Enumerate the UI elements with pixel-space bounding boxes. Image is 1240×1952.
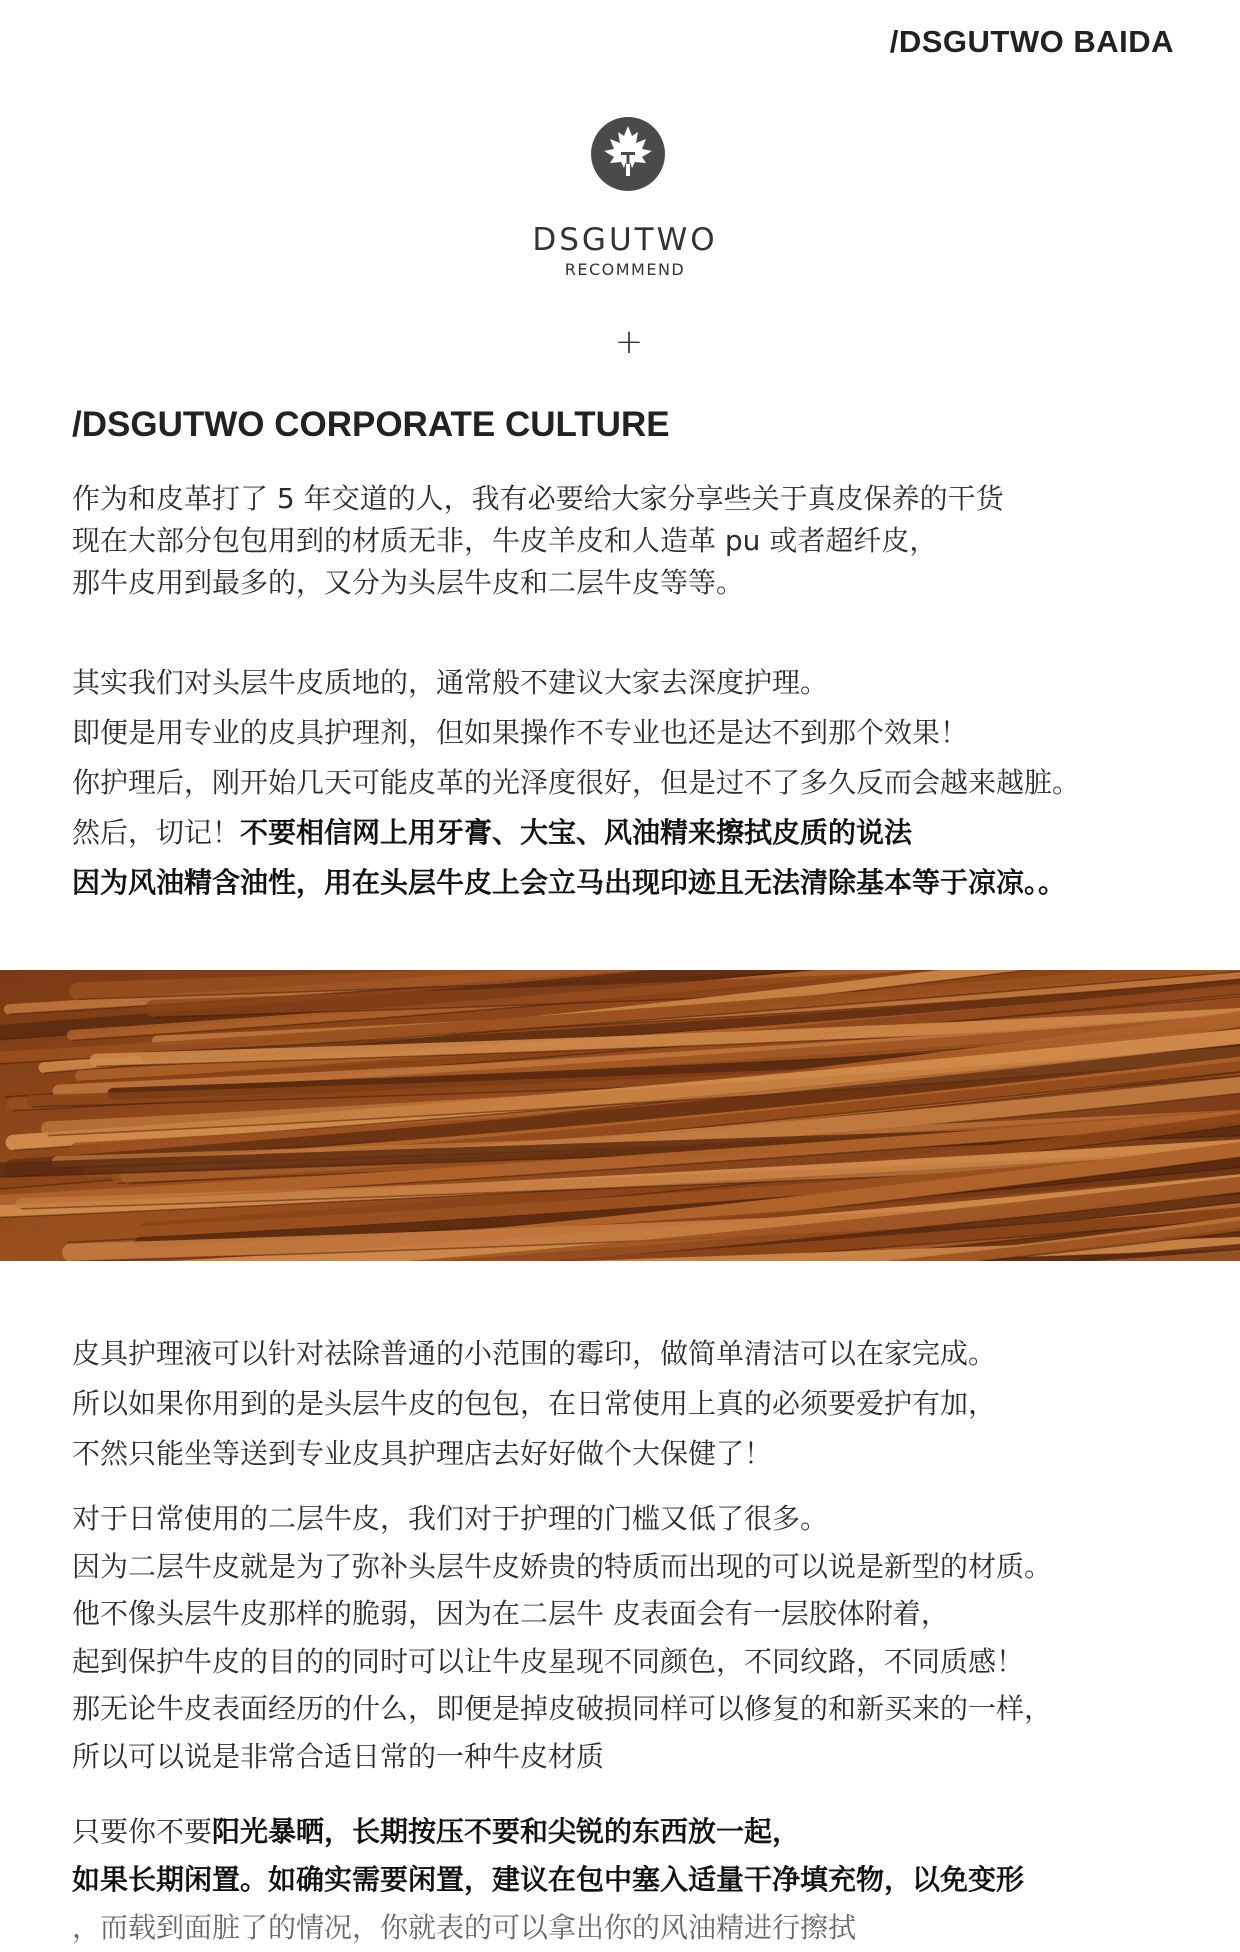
brand-subtitle: RECOMMEND bbox=[564, 260, 686, 279]
text-line-warning bbox=[72, 858, 1202, 908]
paragraph-split-leather bbox=[72, 1495, 1202, 1780]
text-line: 不然只能坐等送到专业皮具护理店去好好做个大保健了！ bbox=[72, 1437, 773, 1470]
maple-leaf-emblem-icon bbox=[590, 116, 666, 192]
text-line: 现在大部分包包用到的材质无非，牛皮羊皮和人造革 pu 或者超纤皮， bbox=[72, 524, 938, 557]
text-line bbox=[72, 1856, 1202, 1904]
text-line: 他不像头层牛皮那样的脆弱，因为在二层牛 皮表面会有一层胶体附着， bbox=[72, 1597, 949, 1630]
text-line: 即便是用专业的皮具护理剂，但如果操作不专业也还是达不到那个效果！ bbox=[72, 716, 969, 749]
text-line-warning bbox=[72, 808, 1202, 858]
text-line: 你护理后，刚开始几天可能皮革的光泽度很好，但是过不了多久反而会越来越脏。 bbox=[72, 766, 1081, 799]
section-title: /DSGUTWO CORPORATE CULTURE bbox=[72, 405, 670, 444]
paragraph-intro bbox=[72, 478, 1202, 604]
text-line: 那无论牛皮表面经历的什么，即便是掉皮破损同样可以修复的和新买来的一样， bbox=[72, 1692, 1053, 1725]
text-line-cut-off: ，而载到面脏了的情况，你就表的可以拿出你的风油精进行擦拭 bbox=[72, 1911, 857, 1944]
top-tag: /DSGUTWO BAIDA bbox=[889, 24, 1174, 59]
paragraph-top-grain-care bbox=[72, 658, 1202, 908]
text-line: 所以如果你用到的是头层牛皮的包包，在日常使用上真的必须要爱护有加， bbox=[72, 1387, 997, 1420]
paragraph-storage-tips bbox=[72, 1808, 1202, 1952]
paragraph-care-solution bbox=[72, 1329, 1202, 1479]
text-line bbox=[72, 1808, 1202, 1856]
text-line: 因为二层牛皮就是为了弥补头层牛皮娇贵的特质而出现的可以说是新型的材质。 bbox=[72, 1549, 1053, 1583]
leather-fringe-image bbox=[0, 970, 1240, 1261]
tip-lead: 只要你不要 bbox=[72, 1815, 213, 1848]
text-line: 所以可以说是非常合适日常的一种牛皮材质 bbox=[72, 1739, 605, 1773]
text-line: 那牛皮用到最多的，又分为头层牛皮和二层牛皮等等。 bbox=[72, 566, 745, 599]
text-line: 起到保护牛皮的目的的同时可以让牛皮星现不同颜色，不同纹路，不同质感！ bbox=[72, 1644, 1025, 1678]
text-line: 其实我们对头层牛皮质地的，通常般不建议大家去深度护理。 bbox=[72, 666, 829, 699]
text-line: 皮具护理液可以针对祛除普通的小范围的霉印，做简单清洁可以在家完成。 bbox=[72, 1337, 997, 1370]
tip-bold-text: 阳光暴晒，长期按压不要和尖锐的东西放一起， bbox=[212, 1815, 801, 1848]
brand-name: DSGUTWO bbox=[532, 222, 718, 258]
text-line: 作为和皮革打了 5 年交道的人，我有必要给大家分享些关于真皮保养的干货 bbox=[72, 482, 1004, 515]
warning-bold-text: 因为风油精含油性，用在头层牛皮上会立马出现印迹且无法清除基本等于凉凉。。 bbox=[72, 866, 1067, 899]
leather-fringe-photo bbox=[0, 970, 1240, 1261]
text-line: 对于日常使用的二层牛皮，我们对于护理的门槛又低了很多。 bbox=[72, 1502, 829, 1535]
warning-bold-text: 不要相信网上用牙膏、大宝、风油精来擦拭皮质的说法 bbox=[240, 816, 913, 849]
warning-lead: 然后，切记！ bbox=[72, 816, 241, 849]
plus-divider: + bbox=[614, 322, 644, 362]
tip-bold-text: 如果长期闲置。如确实需要闲置，建议在包中塞入适量干净填充物，以免变形 bbox=[72, 1863, 1025, 1896]
